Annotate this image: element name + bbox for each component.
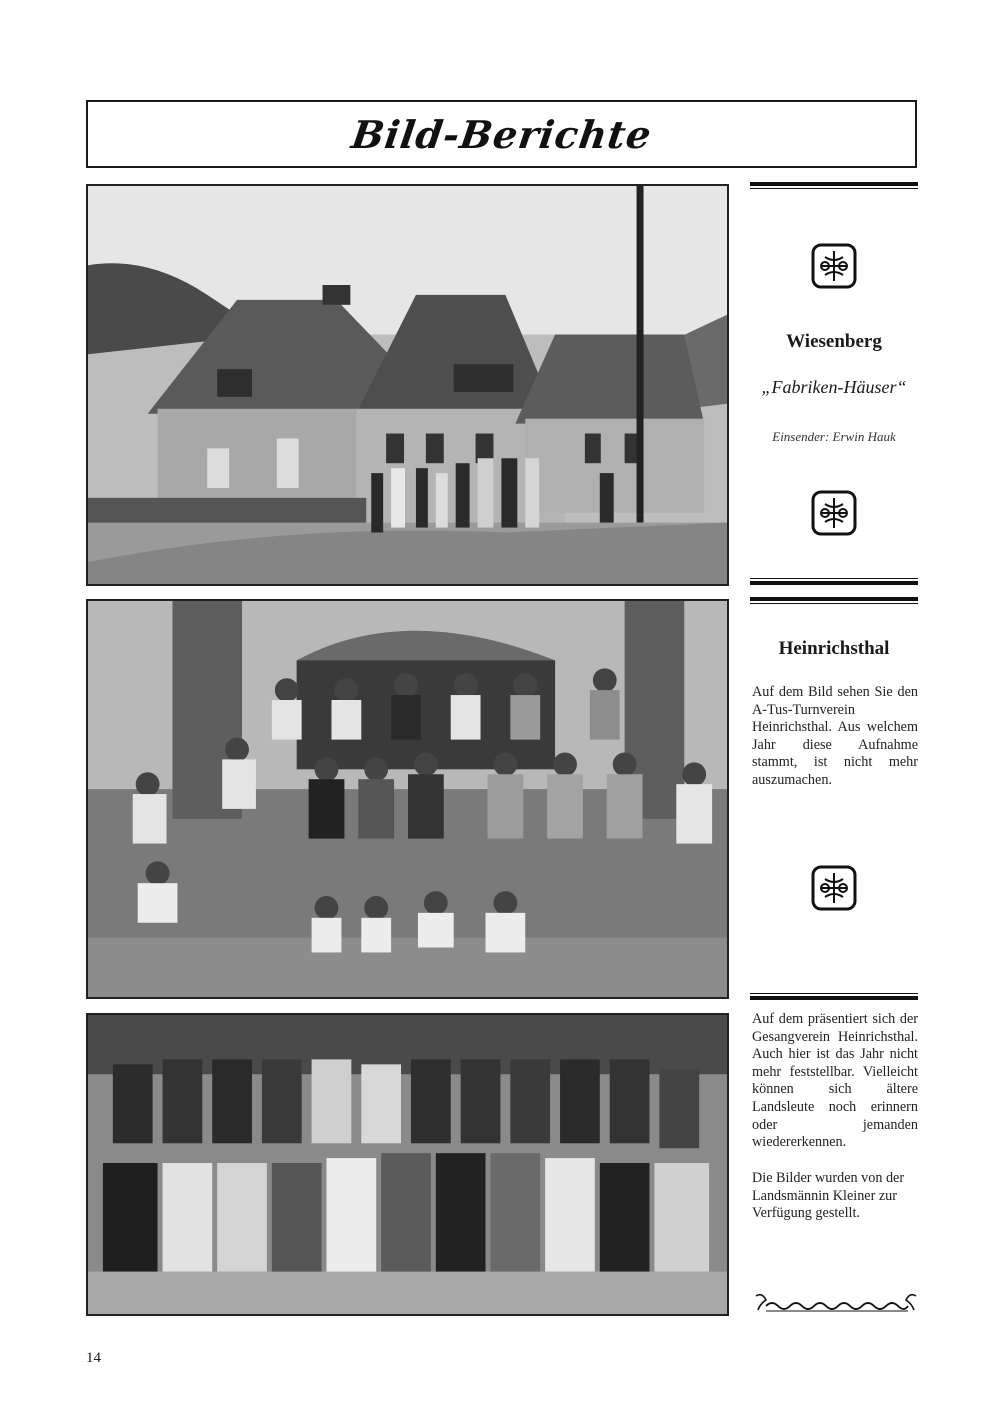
- divider-mid-2: [750, 597, 918, 604]
- divider-mid-1: [750, 578, 918, 585]
- ornament-icon: [811, 865, 857, 911]
- section-title-heinrichsthal: Heinrichsthal: [778, 638, 890, 659]
- ornament-icon: [811, 490, 857, 536]
- sender-credit: Einsender: Erwin Hauk: [772, 429, 896, 444]
- divider-lower: [750, 993, 918, 1000]
- body-text-gesangverein: Auf dem präsentiert sich der Gesangverein Heinrichsthal. Auch hier ist das Jahr nicht mehr feststellbar. Vielleicht können sich ältere Landsleute noch erinnern oder jemanden wiedererkennen.: [752, 1011, 918, 1151]
- page-title: Bild-Berichte: [348, 111, 655, 157]
- photo-turnverein: [86, 599, 729, 999]
- photo-wiesenberg-houses: [86, 184, 729, 586]
- photo-gesangverein: [86, 1013, 729, 1316]
- body-text-turnverein: Auf dem Bild sehen Sie den A-Tus-Turnverein Heinrichsthal. Aus welchem Jahr diese Aufnahme stammt, ist nicht mehr auszumachen.: [752, 684, 918, 788]
- body-text-credit: Die Bilder wurden von der Landsmännin Kleiner zur Verfügung gestellt.: [752, 1170, 905, 1222]
- section-subtitle-wiesenberg: „Fabriken-Häuser“: [761, 377, 907, 397]
- header-box: [86, 100, 917, 168]
- flourish-ornament-icon: [752, 1290, 920, 1316]
- ornament-icon: [811, 243, 857, 289]
- page-number: 14: [86, 1350, 101, 1366]
- divider-top: [750, 182, 918, 189]
- section-title-wiesenberg: Wiesenberg: [786, 331, 882, 352]
